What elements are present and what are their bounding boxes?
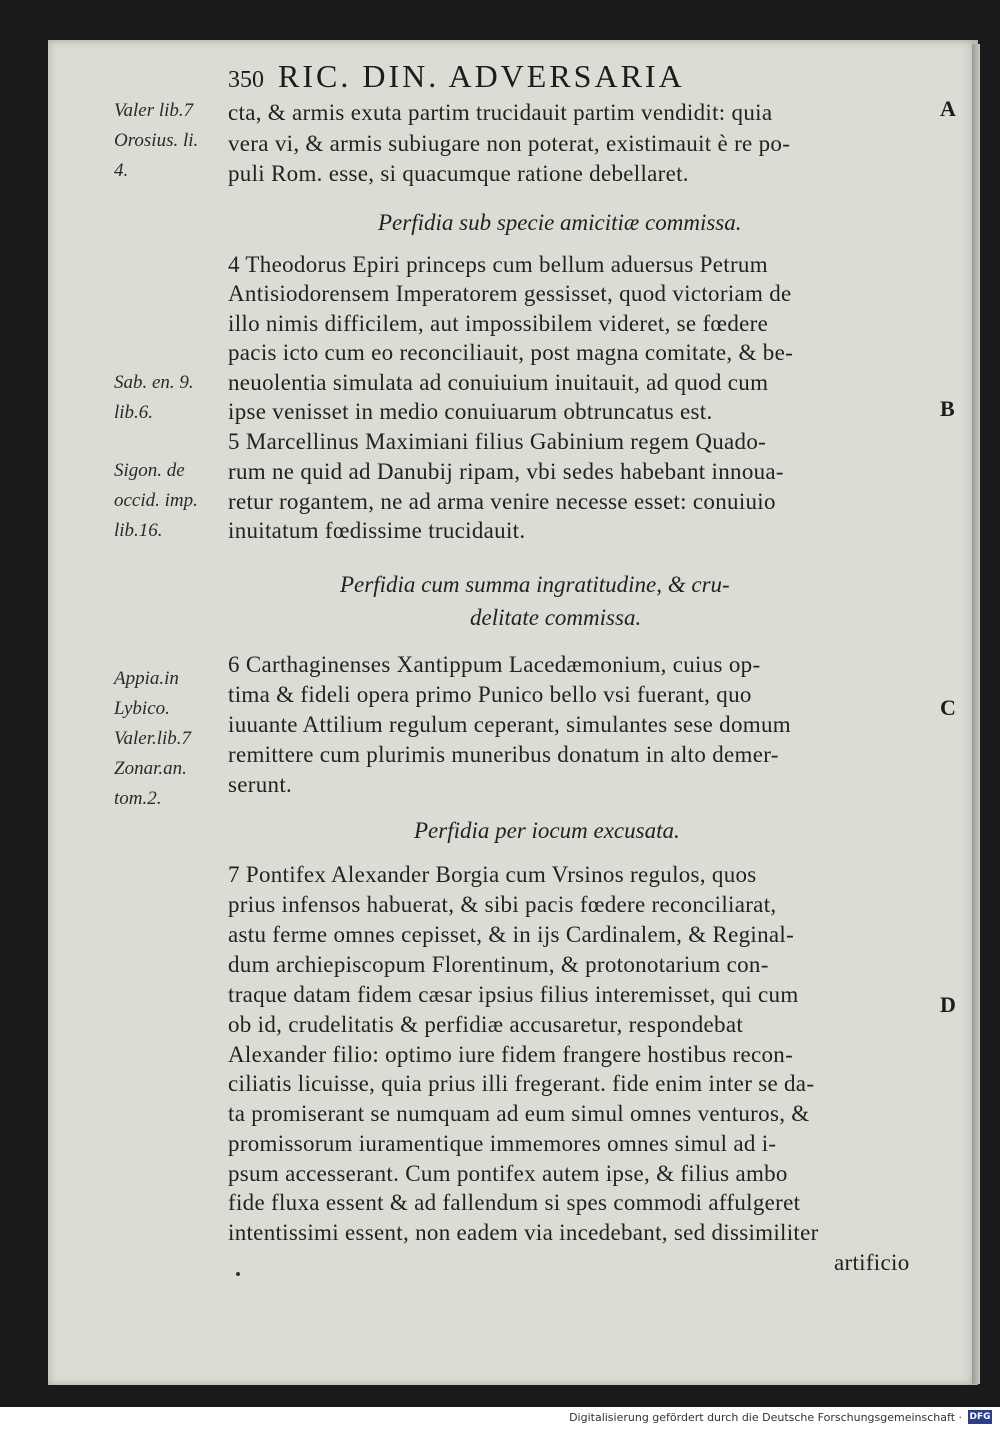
text-line: inuitatum fœdissime trucidauit. [228,518,526,543]
margin-note: Valer.lib.7 [114,728,192,749]
text-line: 6 Carthaginenses Xantippum Lacedæmonium, cuius op- [228,652,761,677]
text-line: promissorum iuramentique immemores omnes simul ad i- [228,1131,777,1156]
section-heading: delitate commissa. [470,605,642,630]
page-edge [972,44,980,1384]
text-line: Antisiodorensem Imperatorem gessisset, quod victoriam de [228,281,792,306]
margin-note: Orosius. li. [114,130,199,151]
text-line: psum accesserant. Cum pontifex autem ipse, & filius ambo [228,1161,788,1186]
section-letter: C [940,695,956,720]
margin-note: tom.2. [114,788,162,809]
section-heading: Perfidia per iocum excusata. [414,818,680,843]
section-letter: B [940,396,955,421]
text-line: remittere cum plurimis muneribus donatum in alto demer- [228,742,779,767]
margin-note: Sab. en. 9. [114,372,194,393]
text-line: neuolentia simulata ad conuiuium inuitauit, ad quod cum [228,370,769,395]
text-line: dum archiepiscopum Florentinum, & protonotarium con- [228,952,769,977]
text-line: ipse venisset in medio conuiuarum obtruncatus est. [228,399,713,424]
text-line: puli Rom. esse, si quacumque ratione debellaret. [228,161,689,186]
text-line: ciliatis licuisse, quia prius illi fregerant. fide enim inter se da- [228,1071,815,1096]
dfg-logo-icon: DFG [969,1412,991,1422]
page-number: 350 [228,67,264,93]
margin-note: Zonar.an. [114,758,187,779]
text-line: iuuante Attilium regulum ceperant, simulantes sese domum [228,712,791,737]
text-line: retur rogantem, ne ad arma venire necesse esset: conuiuio [228,489,776,514]
text-line: pacis icto cum eo reconciliauit, post magna comitate, & be- [228,340,794,365]
section-heading: Perfidia cum summa ingratitudine, & cru- [340,572,730,597]
footer-credit: Digitalisierung gefördert durch die Deutsche Forschungsgemeinschaft · [569,1411,962,1424]
text-line: serunt. [228,772,293,797]
text-line: tima & fideli opera primo Punico bello vsi fuerant, quo [228,682,752,707]
text-line: 4 Theodorus Epiri princeps cum bellum aduersus Petrum [228,252,768,277]
text-line: Alexander filio: optimo iure fidem frangere hostibus recon- [228,1042,794,1067]
section-letter: D [940,992,956,1017]
margin-note: 4. [114,160,129,181]
margin-note: lib.16. [114,520,163,541]
text-line: cta, & armis exuta partim trucidauit partim vendidit: quia [228,100,773,125]
text-line: 5 Marcellinus Maximiani filius Gabinium regem Quado- [228,429,767,454]
margin-note: Sigon. de [114,460,185,481]
ink-speck [236,1272,240,1276]
section-heading: Perfidia sub specie amicitiæ commissa. [378,210,742,235]
text-line: ob id, crudelitatis & perfidiæ accusaretur, respondebat [228,1012,744,1037]
section-letter: A [940,96,956,121]
text-line: prius infensos habuerat, & sibi pacis fœdere reconciliarat, [228,892,777,917]
margin-note: Lybico. [114,698,170,719]
text-line: fide fluxa essent & ad fallendum si spes commodi affulgeret [228,1190,801,1215]
text-line: 7 Pontifex Alexander Borgia cum Vrsinos regulos, quos [228,862,757,887]
margin-note: lib.6. [114,402,154,423]
catchword: artificio [834,1250,910,1275]
text-line: rum ne quid ad Danubij ripam, vbi sedes habebant innoua- [228,459,784,484]
text-line: traque datam fidem cæsar ipsius filius interemisset, qui cum [228,982,799,1007]
running-title: RIC. DIN. ADVERSARIA [278,58,685,94]
digitization-footer [0,1407,1000,1429]
margin-note: Appia.in [114,668,179,689]
margin-note: Valer lib.7 [114,100,194,121]
text-line: illo nimis difficilem, aut impossibilem videret, se fœdere [228,311,769,336]
text-line: vera vi, & armis subiugare non poterat, existimauit è re po- [228,131,791,156]
text-line: intentissimi essent, non eadem via incedebant, sed dissimiliter [228,1220,819,1245]
text-line: ta promiserant se numquam ad eum simul omnes venturos, & [228,1101,810,1126]
margin-note: occid. imp. [114,490,198,511]
text-line: astu ferme omnes cepisset, & in ijs Cardinalem, & Reginal- [228,922,795,947]
running-head [228,58,828,98]
